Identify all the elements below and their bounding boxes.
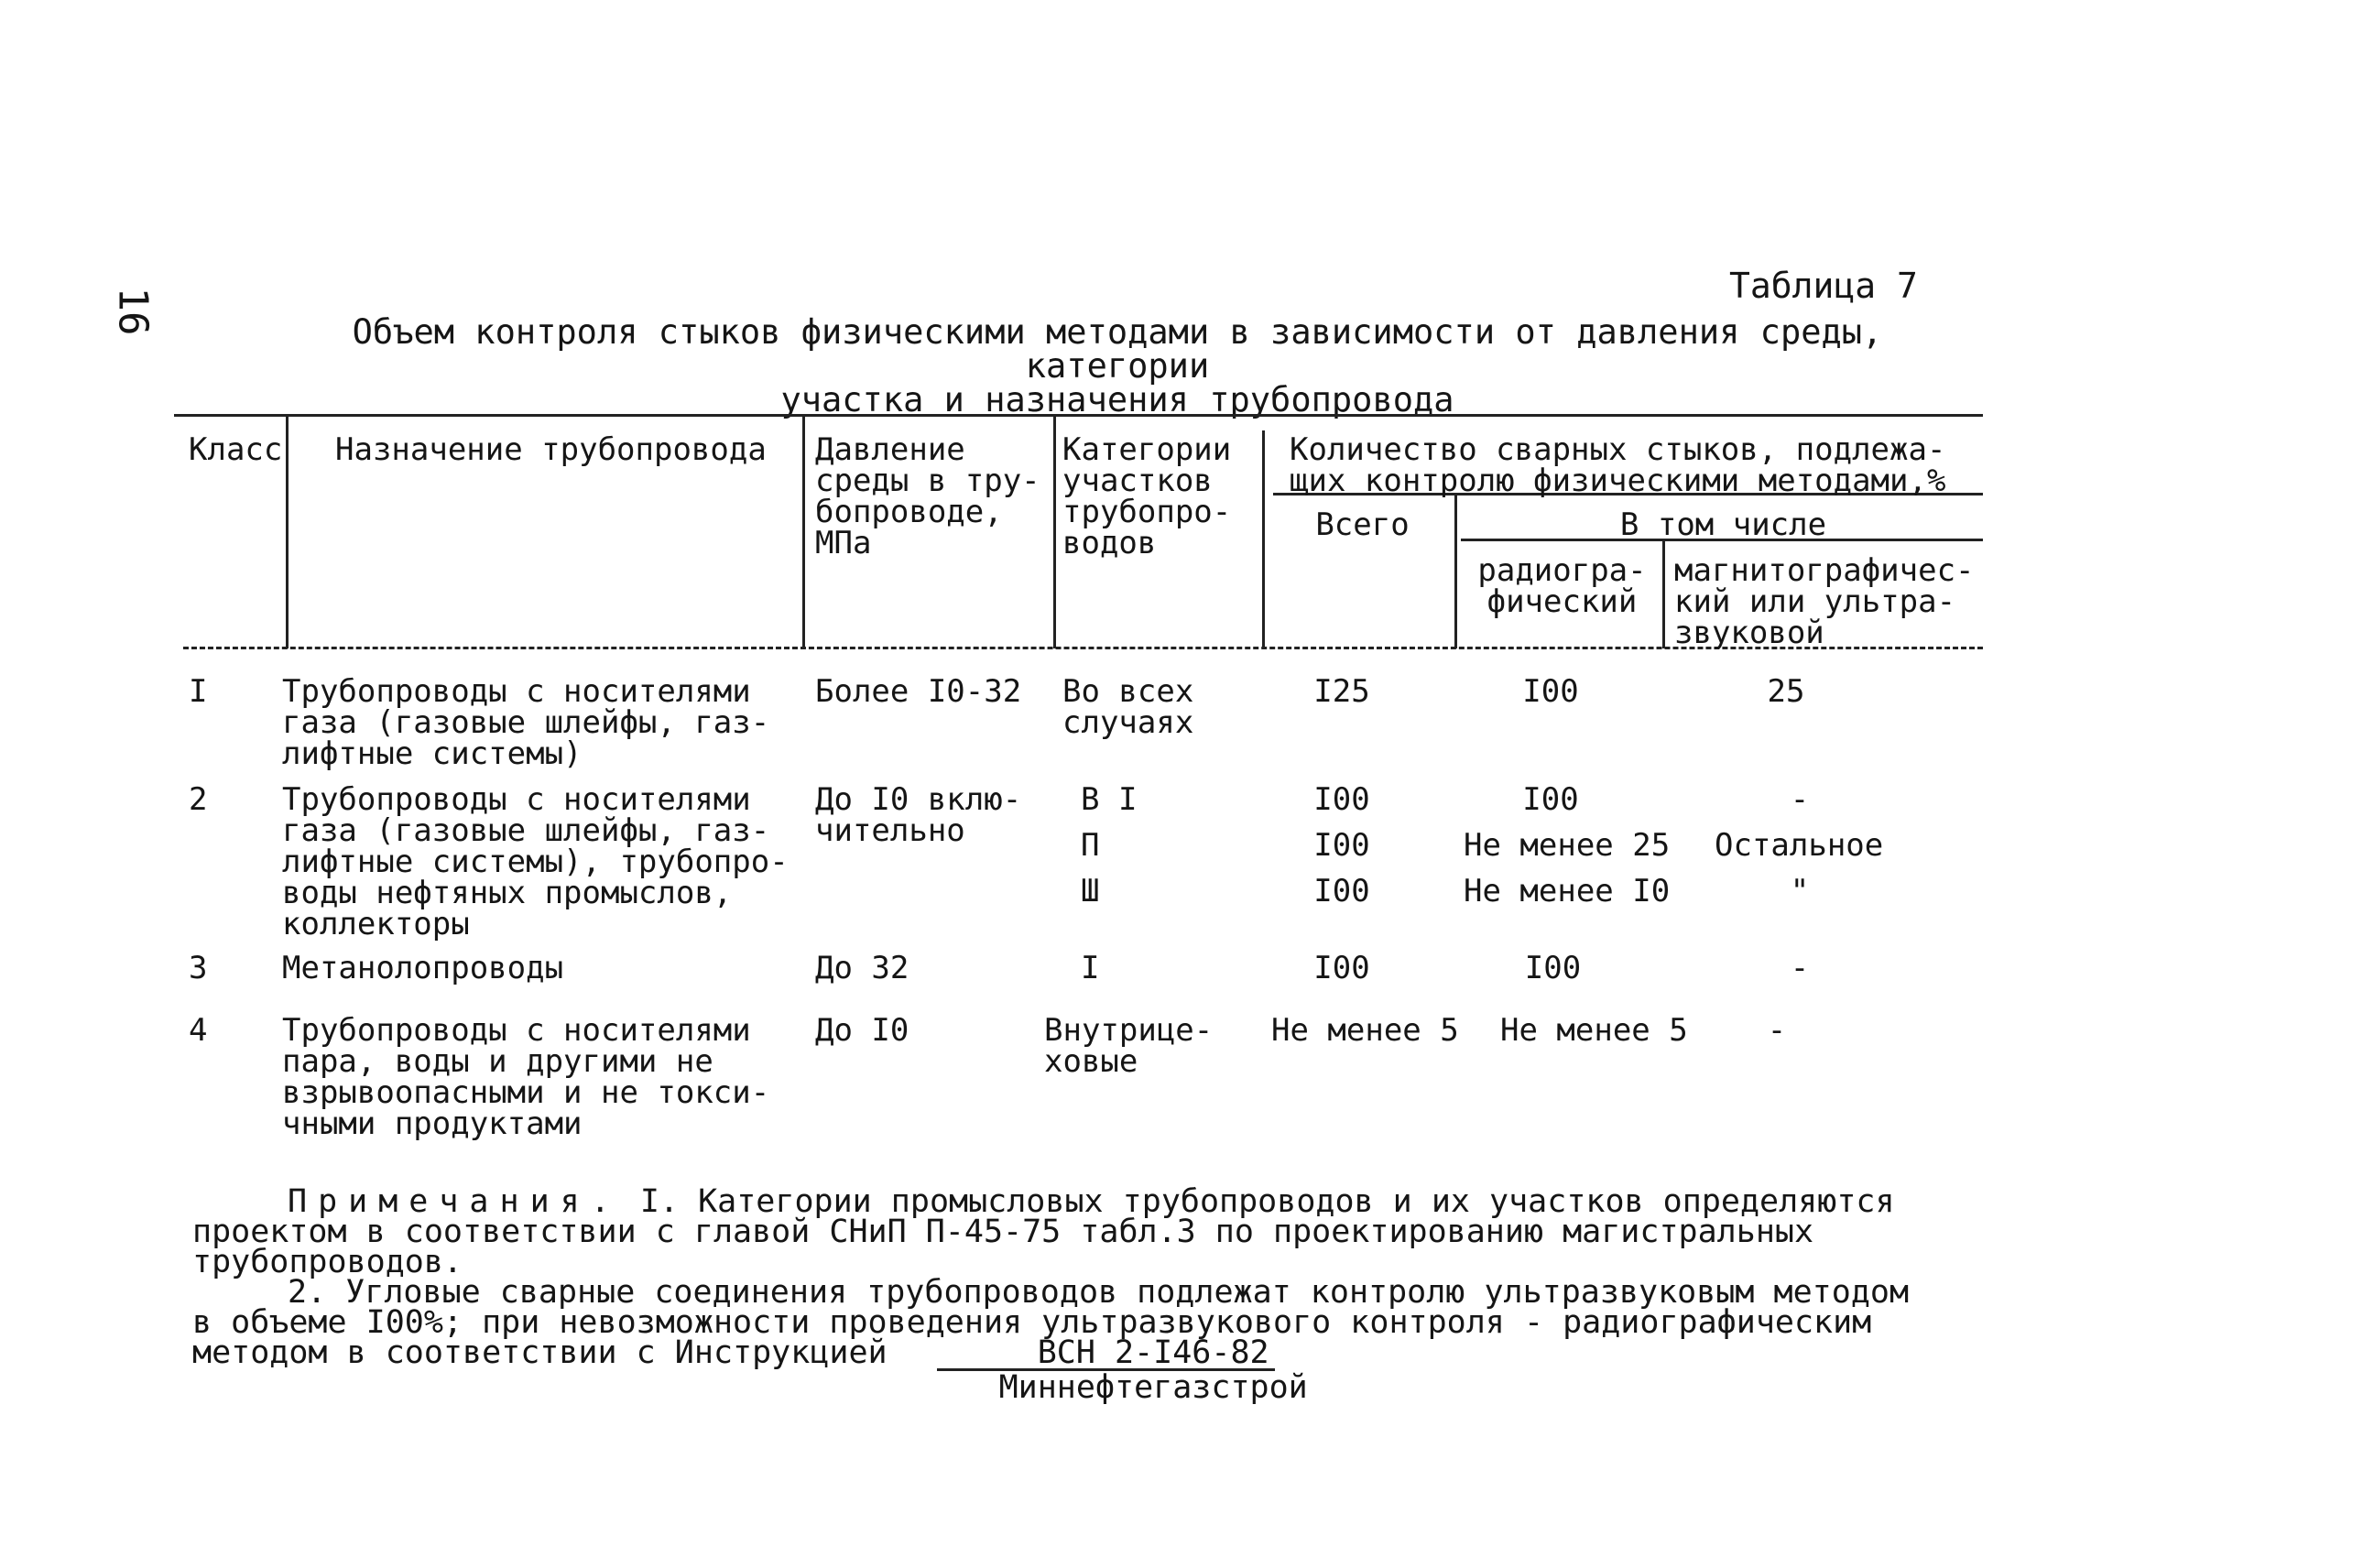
row2a-total: I00 (1313, 781, 1370, 818)
header-total: Всего (1315, 506, 1410, 543)
row2-purpose: Трубопроводы с носителями газа (газовые шлейфы, газ- лифтные системы), трубопро- воды нефтяных промыслов, коллекторы (282, 781, 789, 942)
row3-category: I (1081, 950, 1100, 986)
row3-class: 3 (189, 950, 208, 986)
row2b-total: I00 (1313, 827, 1370, 864)
row4-pressure: До I0 (815, 1012, 909, 1049)
row1-pressure: Более I0-32 (815, 673, 1022, 710)
row1-magnetographic: 25 (1767, 673, 1805, 710)
row2c-radiographic: Не менее I0 (1464, 873, 1671, 909)
col-divider-class (286, 414, 289, 648)
row3-purpose: Метанолопроводы (282, 950, 564, 986)
notes-heading: Примечания. (288, 1183, 621, 1220)
col-divider-radiographic (1662, 540, 1665, 648)
note-1-text: I. Категории промысловых трубопроводов и их участков определяются проектом в соответствии с главой СНиП П-45-75 табл.3 по проектированию магистральных трубопроводов. (192, 1183, 1895, 1280)
row3-total: I00 (1313, 950, 1370, 986)
row2c-total: I00 (1313, 873, 1370, 909)
row2a-radiographic: I00 (1522, 781, 1579, 818)
row2a-category: В I (1081, 781, 1138, 818)
row2b-magnetographic: Остальное (1715, 827, 1884, 864)
row2b-category: П (1081, 827, 1100, 864)
header-count: Количество сварных стыков, подлежа- щих контролю физическими методами,% (1290, 431, 1946, 499)
instruction-fraction (904, 1334, 1308, 1406)
row3-magnetographic: - (1790, 950, 1810, 986)
col-divider-total (1454, 495, 1457, 648)
header-pressure: Давление среды в тру- бопроводе, МПа (815, 431, 1040, 561)
row3-radiographic: I00 (1524, 950, 1582, 986)
col-divider-category (1262, 430, 1265, 648)
header-radiographic: радиогра- фический (1477, 552, 1647, 620)
row4-magnetographic: - (1767, 1012, 1787, 1049)
notes-block (192, 1183, 1914, 1406)
note-1 (192, 1183, 1914, 1280)
row4-purpose: Трубопроводы с носителями пара, воды и другими не взрывоопасными и не токси- чными продуктами (282, 1012, 770, 1142)
row1-total: I25 (1313, 673, 1370, 710)
col-divider-pressure (1053, 414, 1056, 648)
row4-radiographic: Не менее 5 (1500, 1012, 1688, 1049)
header-purpose: Назначение трубопровода (335, 431, 767, 468)
row3-pressure: До 32 (815, 950, 909, 986)
page-number: 16 (109, 287, 157, 336)
col-divider-purpose (802, 414, 805, 648)
row1-radiographic: I00 (1522, 673, 1579, 710)
header-category: Категории участков трубопро- водов (1062, 431, 1232, 561)
row2c-magnetographic: " (1790, 873, 1810, 909)
row2-pressure: До I0 вклю- чительно (815, 781, 1022, 849)
row2a-magnetographic: - (1790, 781, 1810, 818)
row1-category: Во всех случаях (1062, 673, 1194, 741)
table-title: Объем контроля стыков физическими методами в зависимости от давления среды, категории участка и назначения трубопровода (352, 312, 1883, 419)
row4-category: Внутрице- ховые (1044, 1012, 1214, 1080)
note-2 (192, 1274, 1914, 1406)
fraction-numerator: ВСН 2-I46-82 (937, 1338, 1275, 1371)
note-2-text: 2. Угловые сварные соединения трубопроводов подлежат контролю ультразвуковым методом в объеме I00%; при невозможности проведения ультразвукового контроля - радиографическим методом в соответствии с Инструкцией (192, 1274, 1910, 1371)
row4-class: 4 (189, 1012, 208, 1049)
table-label: Таблица 7 (1729, 266, 1918, 306)
header-including: В том числе (1619, 506, 1827, 543)
row1-purpose: Трубопроводы с носителями газа (газовые шлейфы, газ- лифтные системы) (282, 673, 770, 772)
row4-total: Не менее 5 (1271, 1012, 1459, 1049)
header-magnetographic: магнитографичес- кий или ультра- звуковой (1674, 552, 1975, 651)
row2c-category: Ш (1081, 873, 1100, 909)
row2-class: 2 (189, 781, 208, 818)
row1-class: I (189, 673, 208, 710)
table-top-rule (174, 414, 1983, 417)
row2b-radiographic: Не менее 25 (1464, 827, 1671, 864)
fraction-denominator: Миннефтегазстрой (998, 1369, 1308, 1406)
header-class: Класс (189, 431, 283, 468)
